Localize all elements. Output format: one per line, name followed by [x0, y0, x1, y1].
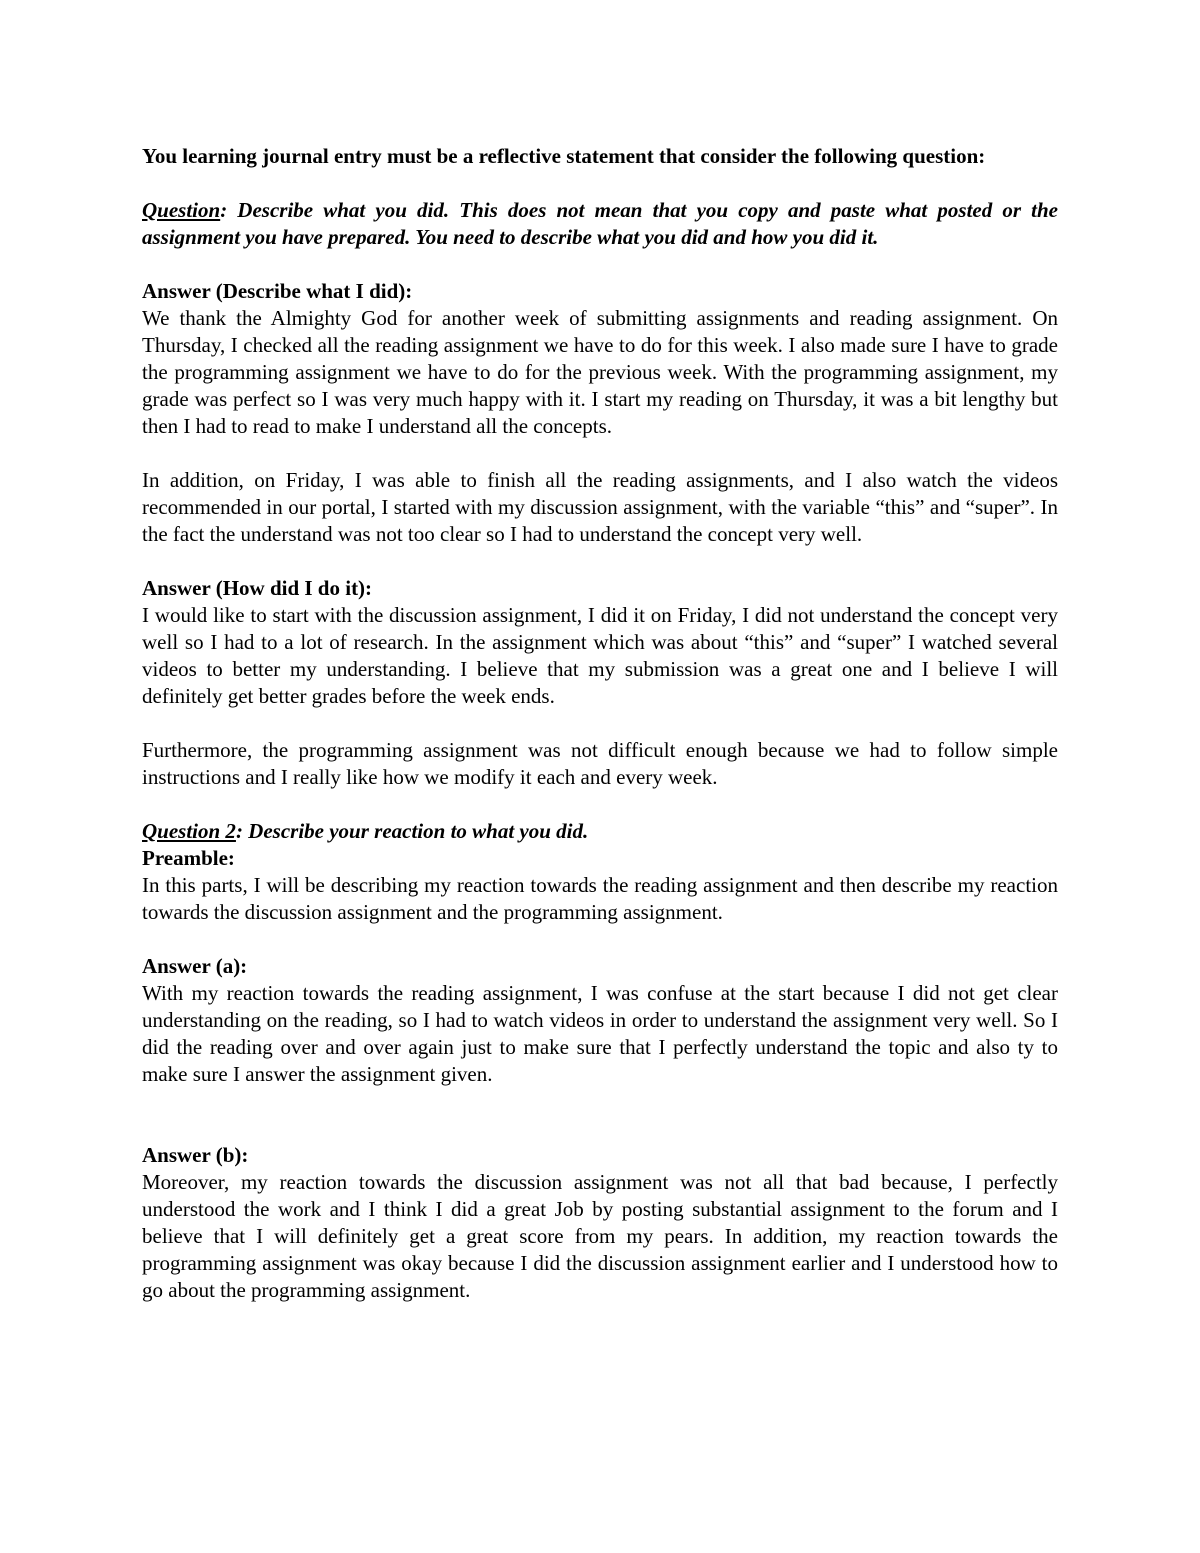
- answer-1-paragraph-2: In addition, on Friday, I was able to finish all the reading assignments, and I also watch the videos recommended in our portal, I started with my discussion assignment, with the variable “this” and “super”. In the fact the understand was not too clear so I had to understand the concept very well.: [142, 468, 1058, 546]
- question-2-label: Question 2: [142, 819, 236, 843]
- question-1-label: Question: [142, 198, 221, 222]
- answer-2-heading: Answer (How did I do it):: [142, 576, 373, 600]
- spacer: [142, 1088, 1058, 1142]
- answer-1-heading: Answer (Describe what I did):: [142, 279, 413, 303]
- question-2-text: : Describe your reaction to what you did.: [235, 819, 589, 843]
- answer-b-text: Moreover, my reaction towards the discussion assignment was not all that bad because, I perfectly understood the work and I think I did a great Job by posting substantial assignment to the forum and I believe that I will definitely get a great score from my pears. In addition, my reaction towards the programming assignment was okay because I did the discussion assignment earlier and I understood how to go about the programming assignment.: [142, 1170, 1058, 1302]
- spacer: [142, 791, 1058, 818]
- spacer: [142, 710, 1058, 737]
- spacer: [142, 926, 1058, 953]
- question-2: [142, 818, 1058, 845]
- spacer: [142, 251, 1058, 278]
- answer-a-text: With my reaction towards the reading assignment, I was confuse at the start because I did not get clear understanding on the reading, so I had to watch videos in order to understand the assignment very well. So I did the reading over and over again just to make sure that I perfectly understand the topic and also ty to make sure I answer the assignment given.: [142, 981, 1058, 1086]
- answer-a-heading: Answer (a):: [142, 954, 248, 978]
- answer-2-paragraph-1: I would like to start with the discussion assignment, I did it on Friday, I did not understand the concept very well so I had to a lot of research. In the assignment which was about “this” and “super” I watched several videos to better my understanding. I believe that my submission was a great one and I believe I will definitely get better grades before the week ends.: [142, 603, 1058, 708]
- answer-1-paragraph-1: We thank the Almighty God for another week of submitting assignments and reading assignment. On Thursday, I checked all the reading assignment we have to do for this week. I also made sure I have to grade the programming assignment we have to do for the previous week. With the programming assignment, my grade was perfect so I was very much happy with it. I start my reading on Thursday, it was a bit lengthy but then I had to read to make I understand all the concepts.: [142, 306, 1058, 438]
- question-1-text: : Describe what you did. This does not mean that you copy and paste what posted or the assignment you have prepared. You need to describe what you did and how you did it.: [142, 198, 1058, 249]
- answer-b-heading: Answer (b):: [142, 1143, 249, 1167]
- intro-statement: You learning journal entry must be a reflective statement that consider the following question:: [142, 144, 986, 168]
- question-1: [142, 197, 1058, 251]
- spacer: [142, 548, 1058, 575]
- spacer: [142, 170, 1058, 197]
- spacer: [142, 440, 1058, 467]
- preamble-heading: Preamble:: [142, 846, 235, 870]
- answer-2-paragraph-2: Furthermore, the programming assignment was not difficult enough because we had to follow simple instructions and I really like how we modify it each and every week.: [142, 738, 1058, 789]
- preamble-text: In this parts, I will be describing my reaction towards the reading assignment and then describe my reaction towards the discussion assignment and the programming assignment.: [142, 873, 1058, 924]
